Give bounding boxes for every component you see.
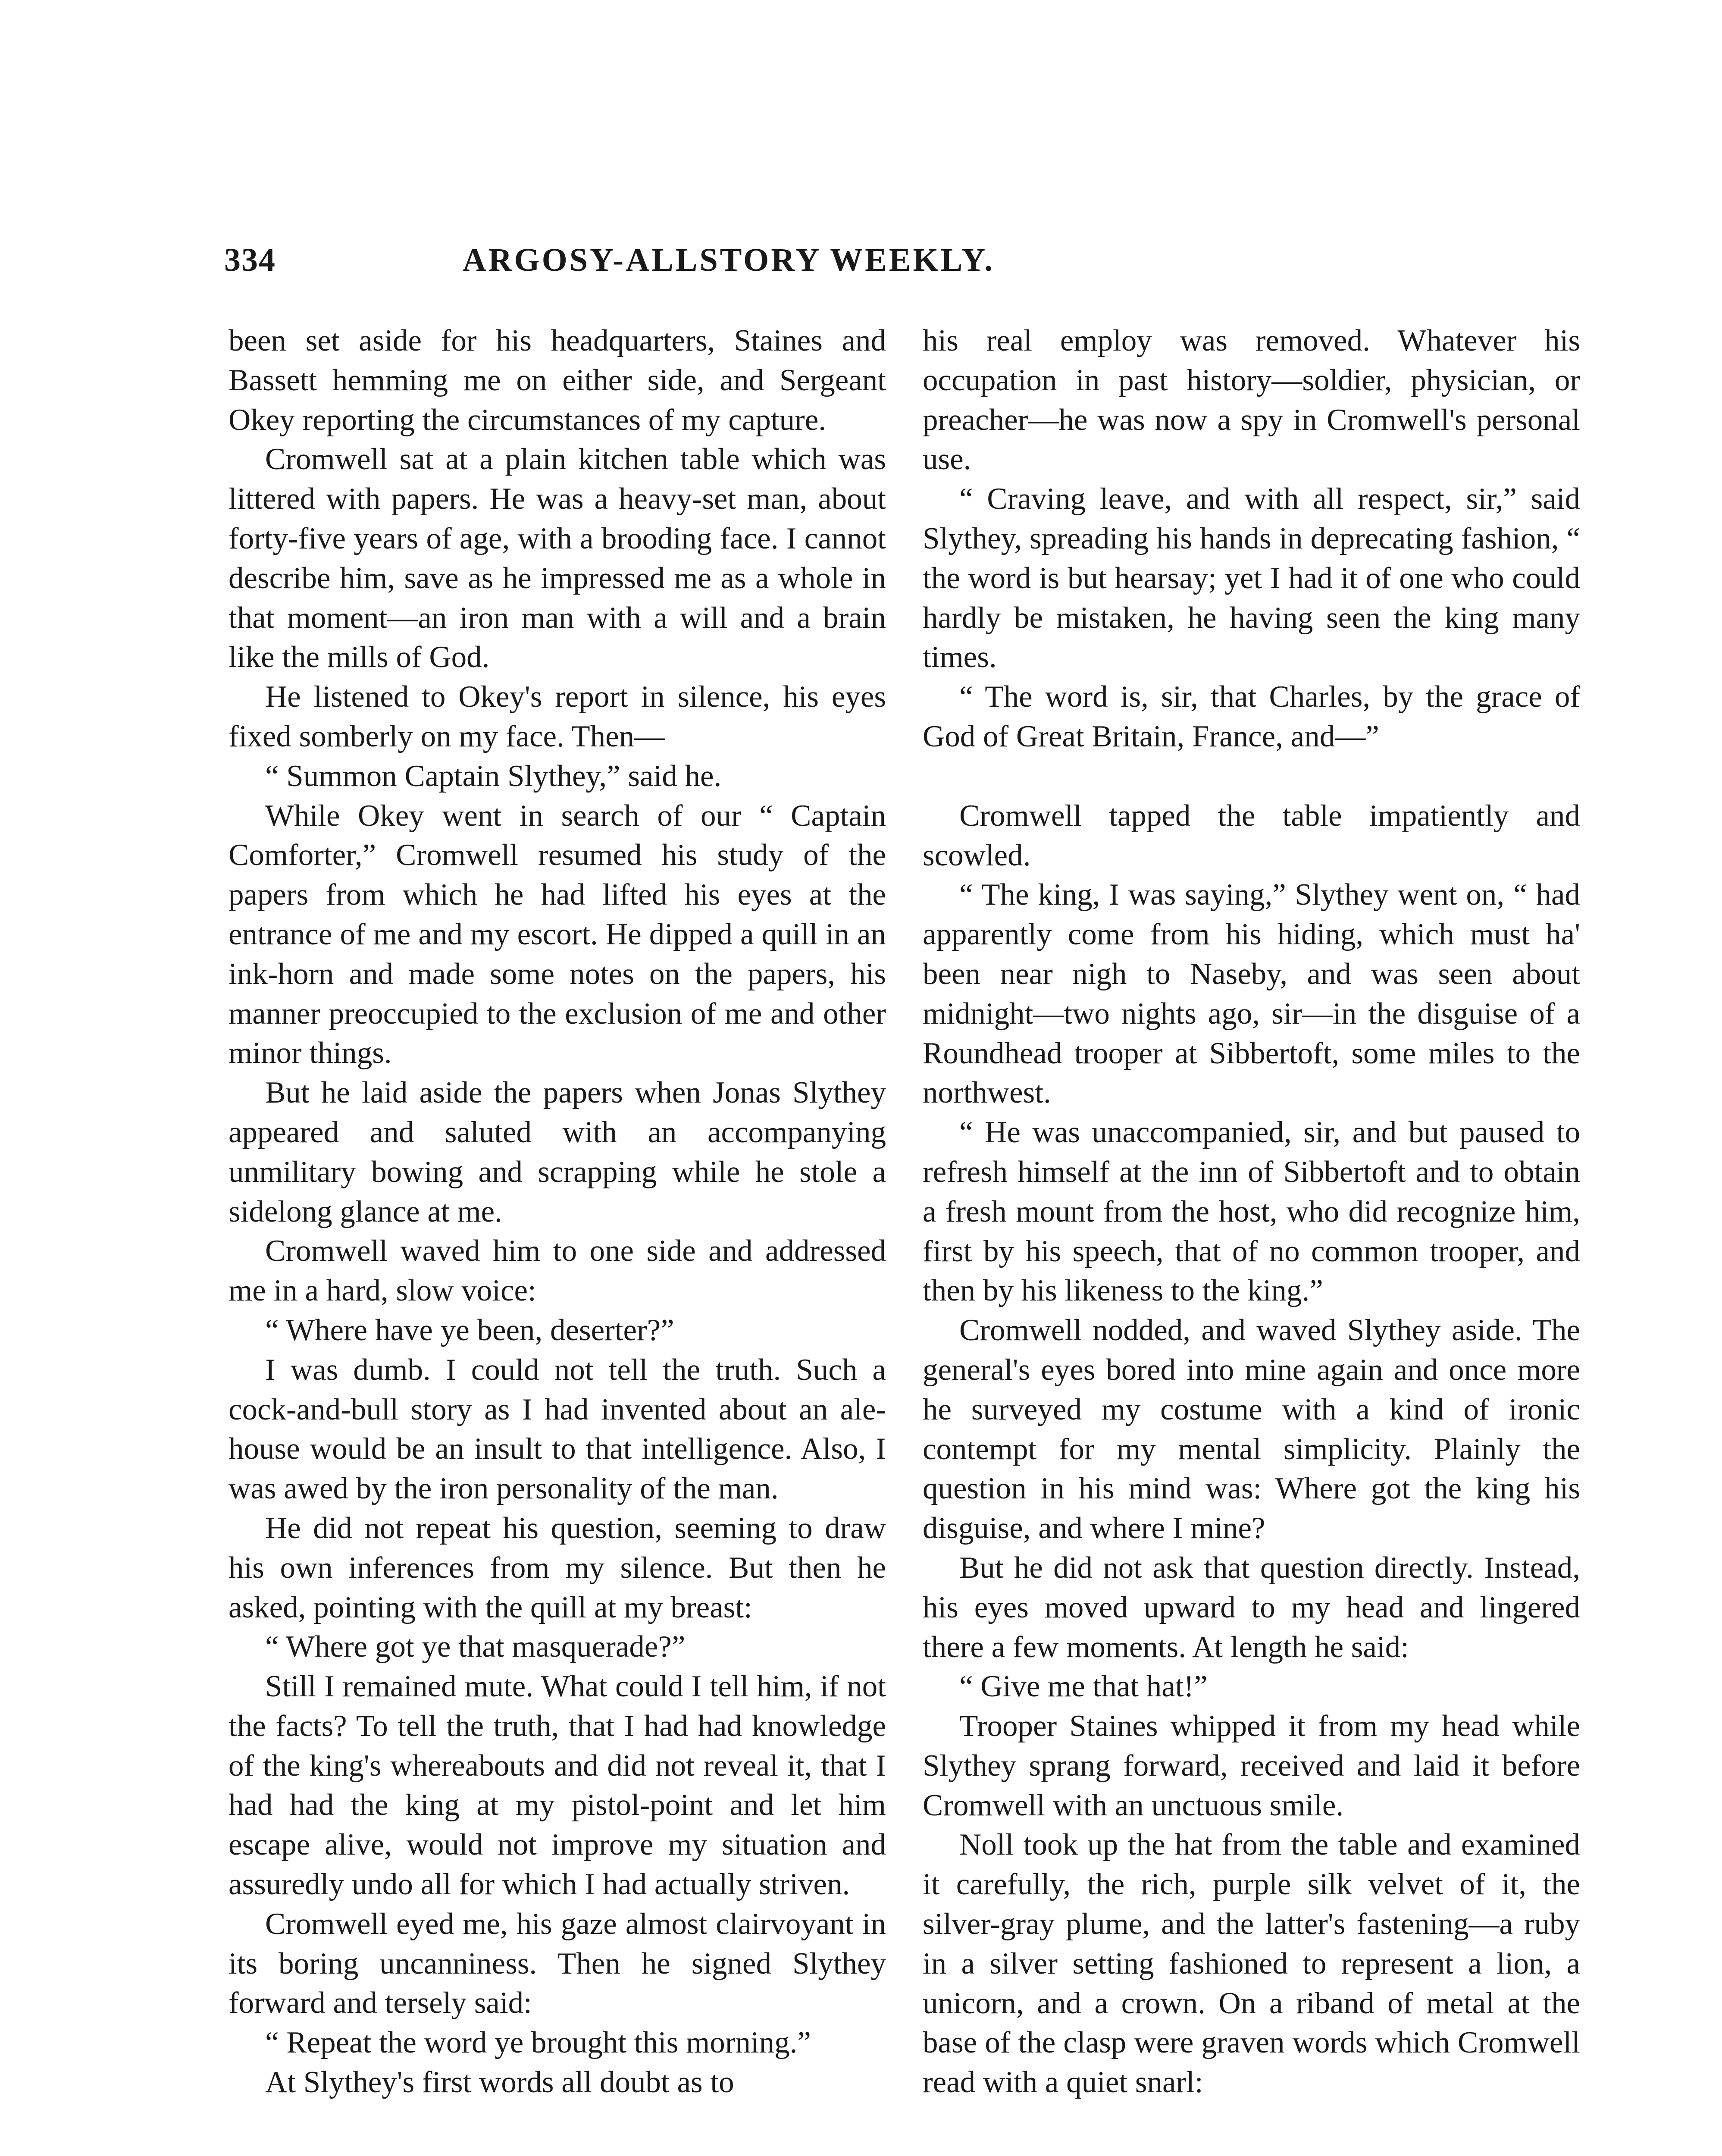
paragraph: But he did not ask that question directly. Instead, his eyes moved upward to my head and lingered there a few moments. At length he said: <box>923 1551 1580 1664</box>
paragraph: “ Where got ye that masquerade?” <box>265 1630 686 1664</box>
paragraph: Cromwell eyed me, his gaze almost clairvoyant in its boring uncanniness. Then he signed Slythey forward and tersely said: <box>229 1907 886 2020</box>
paragraph: “ He was unaccompanied, sir, and but paused to refresh himself at the inn of Sibbertoft and to obtain a fresh mount from the host, who did recognize him, first by his speech, that of no common trooper, and then by his likeness to the king.” <box>923 1116 1580 1308</box>
paragraph: Still I remained mute. What could I tell him, if not the facts? To tell the truth, that I had had knowledge of the king's whereabouts and did not reveal it, that I had had the king at my pistol-point and let him escape alive, would not improve my situation and assuredly undo all for which I had actually striven. <box>229 1670 886 1902</box>
left-column <box>229 321 886 2156</box>
paragraph: “ Where have ye been, deserter?” <box>265 1313 674 1347</box>
paragraph: “ Give me that hat!” <box>959 1670 1208 1704</box>
paragraph: “ The king, I was saying,” Slythey went on, “ had apparently come from his hiding, which must ha' been near nigh to Naseby, and was seen about midnight—two nights ago, sir—in the disguise of a Roundhead trooper at Sibbertoft, some miles to the northwest. <box>923 878 1580 1110</box>
paragraph: “ Craving leave, and with all respect, sir,” said Slythey, spreading his hands in deprecating fashion, “ the word is but hearsay; yet I had it of one who could hardly be mistaken, he having seen the king many times. <box>923 482 1580 674</box>
page-header <box>224 241 1233 289</box>
paragraph: his real employ was removed. Whatever his occupation in past history—soldier, physician, or preacher—he was now a spy in Cromwell's personal use. <box>923 324 1580 476</box>
running-title: ARGOSY-ALLSTORY WEEKLY. <box>462 242 995 278</box>
paragraph: Cromwell sat at a plain kitchen table which was littered with papers. He was a heavy-set man, about forty-five years of age, with a brooding face. I cannot describe him, save as he impressed me as a whole in that moment—an iron man with a will and a brain like the mills of God. <box>229 442 886 674</box>
paragraph: Cromwell tapped the table impatiently and scowled. <box>923 799 1580 872</box>
paragraph: “ The word is, sir, that Charles, by the grace of God of Great Britain, France, and—” <box>923 680 1580 753</box>
right-column <box>923 321 1580 2156</box>
paragraph: At Slythey's first words all doubt as to <box>265 2065 734 2100</box>
paragraph: “ Repeat the word ye brought this morning.” <box>265 2026 811 2060</box>
paragraph: Trooper Staines whipped it from my head while Slythey sprang forward, received and laid it before Cromwell with an unctuous smile. <box>923 1709 1580 1822</box>
paragraph: Cromwell nodded, and waved Slythey aside. The general's eyes bored into mine again and once more he surveyed my costume with a kind of ironic contempt for my mental simplicity. Plainly the question in his mind was: Where got the king his disguise, and where I mine? <box>923 1313 1580 1545</box>
paragraph: But he laid aside the papers when Jonas Slythey appeared and saluted with an accompanying unmilitary bowing and scrapping while he stole a sidelong glance at me. <box>229 1076 886 1228</box>
page-number: 334 <box>224 242 276 278</box>
paragraph: I was dumb. I could not tell the truth. Such a cock-and-bull story as I had invented about an ale-house would be an insult to that intelligence. Also, I was awed by the iron personality of the man. <box>229 1353 886 1506</box>
paragraph: He listened to Okey's report in silence, his eyes fixed somberly on my face. Then— <box>229 680 886 753</box>
paragraph: “ Summon Captain Slythey,” said he. <box>265 759 722 793</box>
paragraph: While Okey went in search of our “ Captain Comforter,” Cromwell resumed his study of the papers from which he had lifted his eyes at the entrance of me and my escort. He dipped a quill in an ink-horn and made some notes on the papers, his manner preoccupied to the exclusion of me and other minor things. <box>229 799 886 1070</box>
paragraph: Noll took up the hat from the table and examined it carefully, the rich, purple silk velvet of it, the silver-gray plume, and the latter's fastening—a ruby in a silver setting fashioned to represent a lion, a unicorn, and a crown. On a riband of metal at the base of the clasp were graven words which Cromwell read with a quiet snarl: <box>923 1828 1580 2100</box>
paragraph: Cromwell waved him to one side and addressed me in a hard, slow voice: <box>229 1234 886 1308</box>
paragraph: been set aside for his headquarters, Staines and Bassett hemming me on either side, and Sergeant Okey reporting the circumstances of my capture. <box>229 324 886 437</box>
paragraph: He did not repeat his question, seeming to draw his own inferences from my silence. But then he asked, pointing with the quill at my breast: <box>229 1511 886 1624</box>
